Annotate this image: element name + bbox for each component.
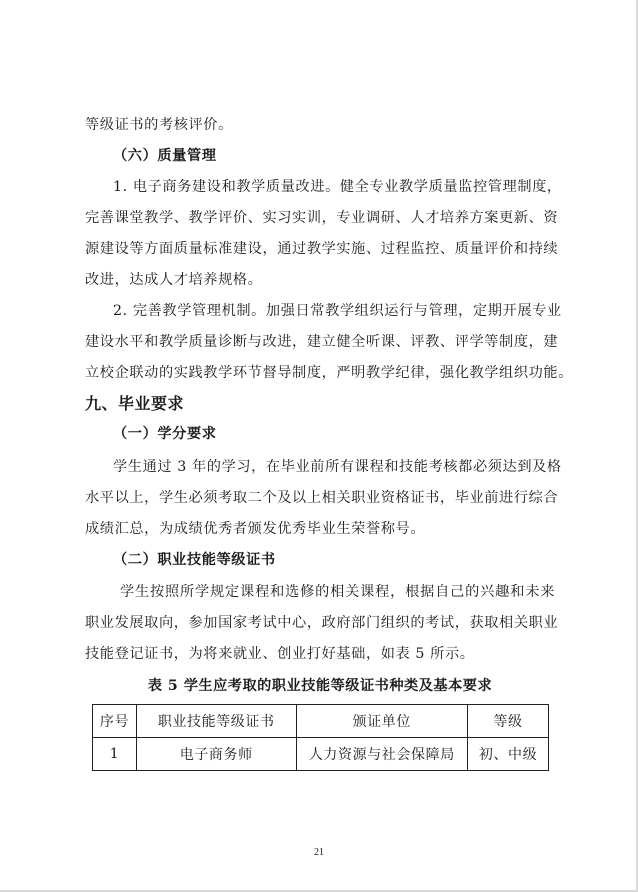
paragraph-line: 职业发展取向，参加国家考试中心，政府部门组织的考试，获取相关职业 [85, 615, 559, 631]
paragraph-line: 学生按照所学规定课程和选修的相关课程，根据自己的兴趣和未来 [120, 584, 555, 600]
section-heading-credit: （一）学分要求 [113, 426, 217, 442]
paragraph-line: 1. 电子商务建设和教学质量改进。健全专业教学质量监控管理制度， [113, 179, 562, 195]
paragraph-line: 2. 完善教学管理机制。加强日常教学组织运行与管理，定期开展专业 [113, 303, 562, 319]
header-level: 等级 [468, 705, 549, 738]
cell-certificate: 电子商务师 [136, 738, 296, 771]
paragraph-line: 等级证书的考核评价。 [85, 117, 233, 133]
paragraph-line: 建设水平和教学质量诊断与改进，建立健全听课、评教、评学等制度，建 [85, 334, 559, 350]
header-index: 序号 [93, 705, 137, 738]
table-row [93, 738, 549, 771]
header-issuer: 颁证单位 [296, 705, 468, 738]
section-heading-certificate: （二）职业技能等级证书 [113, 552, 276, 568]
table-header-row [93, 705, 549, 738]
cell-index: 1 [93, 738, 137, 771]
cell-level: 初、中级 [468, 738, 549, 771]
section-heading-quality: （六）质量管理 [113, 148, 217, 164]
paragraph-line: 源建设等方面质量标准建设，通过教学实施、过程监控、质量评价和持续 [85, 241, 559, 257]
paragraph-line: 立校企联动的实践教学环节督导制度，严明教学纪律，强化教学组织功能。 [85, 365, 573, 381]
paragraph-line: 改进，达成人才培养规格。 [85, 272, 263, 288]
paragraph-line: 完善课堂教学、教学评价、实习实训，专业调研、人才培养方案更新、资 [85, 210, 559, 226]
page-number: 21 [314, 847, 324, 858]
header-certificate: 职业技能等级证书 [136, 705, 296, 738]
paragraph-line: 学生通过 3 年的学习，在毕业前所有课程和技能考核都必须达到及格 [113, 459, 562, 475]
paragraph-line: 水平以上，学生必须考取二个及以上相关职业资格证书，毕业前进行综合 [85, 490, 559, 506]
certificate-table [92, 704, 549, 771]
chapter-heading-graduation: 九、毕业要求 [85, 394, 185, 413]
paragraph-line: 成绩汇总，为成绩优秀者颁发优秀毕业生荣誉称号。 [85, 521, 426, 537]
paragraph-line: 技能登记证书，为将来就业、创业打好基础，如表 5 所示。 [85, 646, 475, 662]
cell-issuer: 人力资源与社会保障局 [296, 738, 468, 771]
table-caption: 表 5 学生应考取的职业技能等级证书种类及基本要求 [147, 678, 493, 694]
